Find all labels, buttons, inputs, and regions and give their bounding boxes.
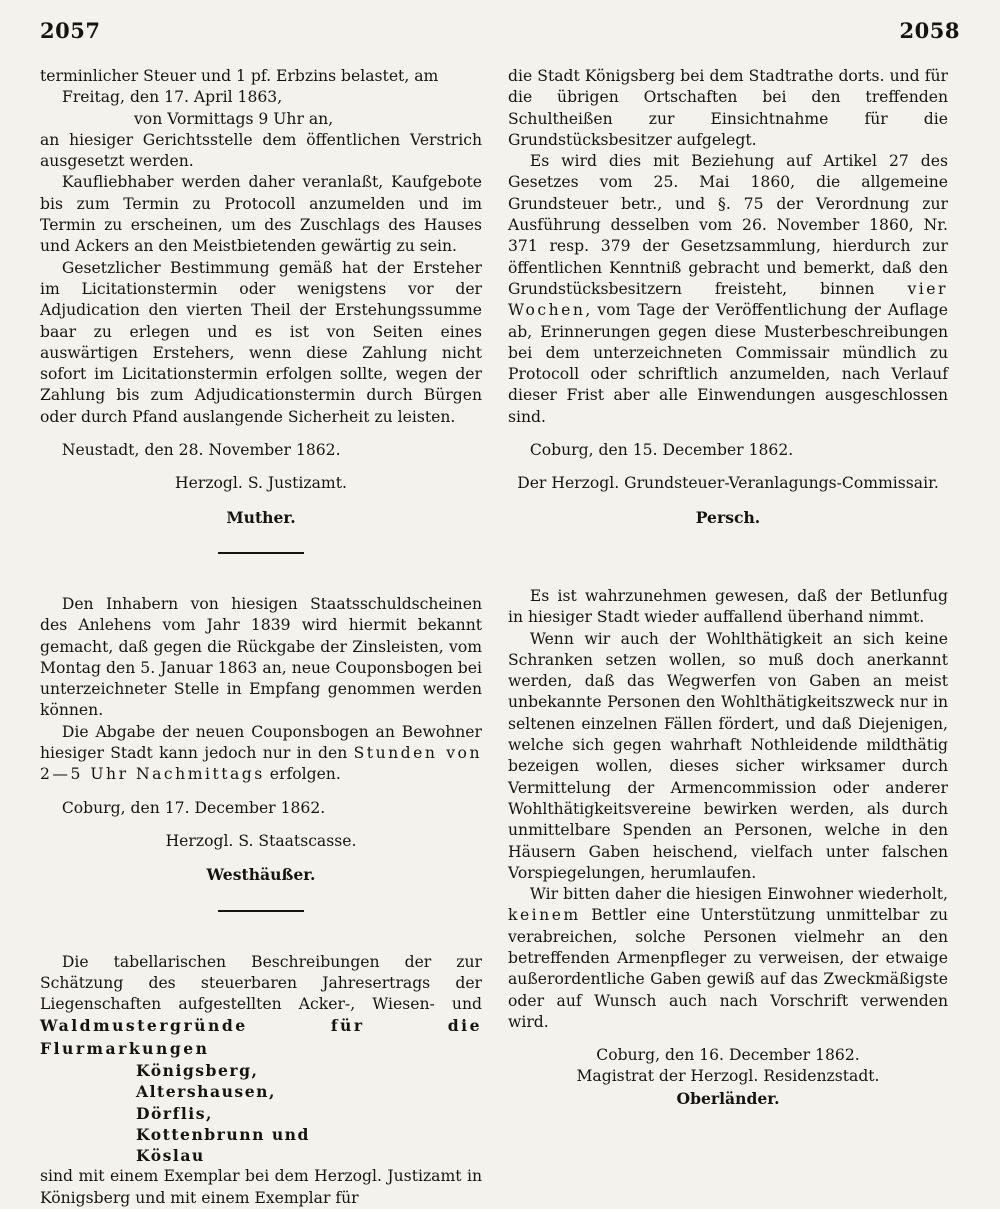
notice1-authority: Herzogl. S. Justizamt. (175, 474, 347, 493)
notice2-place-date: Coburg, den 17. December 1862. (61, 798, 326, 817)
notice3-deadline: vier Wochen (508, 279, 948, 320)
divider-1 (218, 552, 304, 554)
notice2-para2 (40, 722, 482, 786)
notice4-para2: Wenn wir auch der Wohlthätigkeit an sich keine Schranken setzen wollen, so muß doch anerkannt werden, daß das Wegwerfen von Gaben an meist unbekannte Personen den Wohlthätigkeitszweck nur in seltenen einzelnen Fällen fördert, und daß Diejenigen, welche sich gegen wahrhaft Nothleidende mildthätig bezeigen wollen, dieses sicher wirksamer durch Vermittelung der Armencommission oder anderer Wohlthätigkeitsvereine bewirken werden, als durch unmittelbare Spenden an Personen, welche in den Häusern Gaben heischend, vielfach unter falschen Vorspiegelungen, herumlaufen. (508, 629, 948, 882)
notice1-date: Freitag, den 17. April 1863, (62, 88, 283, 107)
place-name: Altershausen, (136, 1082, 276, 1102)
notice3-authority: Der Herzogl. Grundsteuer-Veranlagungs-Commissair. (517, 474, 939, 493)
notice3-cont-para1: die Stadt Königsberg bei dem Stadtrathe dorts. und für die übrigen Ortschaften bei den treffenden Schultheißen zur Einsichtnahme für die Grundstücksbesitzer aufgelegt. (508, 67, 948, 149)
notice3-intro-a: Die tabellarischen Beschreibungen der zur Schätzung des steuerbaren Jahresertrags der Liegenschaften aufgestellten Acker-, Wiesen- und (40, 952, 482, 1014)
notice3-continuation: sind mit einem Exemplar bei dem Herzogl. Justizamt in Königsberg und mit einem Exemplar für (40, 1167, 482, 1207)
notice4-authority: Magistrat der Herzogl. Residenzstadt. (576, 1067, 880, 1086)
notice4-para3-a: Wir bitten daher die hiesigen Einwohner wiederholt, (529, 885, 948, 904)
place-name: Dörflis, (136, 1103, 213, 1123)
page-number-left: 2057 (40, 18, 101, 43)
notice3-signature: Persch. (695, 507, 761, 527)
notice3-intro (40, 952, 482, 1060)
notice4-para3-b: Bettler eine Unterstützung unmittelbar zu verabreichen, solche Personen vielmehr an den betreffenden Armenpfleger zu verweisen, der etwaige außerordentliche Gaben gewiß auf das Zweckmäßigste oder auf Wunsch auch nach Vorschrift verwenden wird. (508, 906, 948, 1031)
notice3-intro-spaced: Waldmustergründe für die Flurmarkungen (40, 1016, 482, 1058)
section-spacer (508, 528, 948, 586)
divider-2 (218, 910, 304, 912)
place-name: Köslau (136, 1146, 205, 1166)
notice1-line4: an hiesiger Gerichtsstelle dem öffentlichen Verstrich ausgesetzt werden. (40, 130, 482, 171)
notice3-place-date: Coburg, den 15. December 1862. (529, 441, 794, 460)
notice1-signature: Muther. (226, 507, 296, 527)
place-name: Kottenbrunn und (136, 1124, 310, 1144)
notice2-para2-a: Die Abgabe der neuen Couponsbogen an Bewohner hiesiger Stadt kann jedoch nur in den (40, 722, 482, 763)
notice3-cont-para2 (508, 151, 948, 428)
notice3-para2-b: , vom Tage der Veröffentlichung der Auflage ab, Erinnerungen gegen diese Musterbeschreibungen bei dem unterzeichneten Commissair mündlich zu Protocoll oder schriftlich anzumelden, nach Verlauf dieser Frist aber alle Einwendungen ausgeschlossen sind. (508, 301, 948, 426)
notice2-hours: Stunden von 2—5 Uhr Nachmittags (40, 744, 482, 784)
left-column (40, 66, 482, 1209)
notice4-para1: Es ist wahrzunehmen gewesen, daß der Betlunfug in hiesiger Stadt wieder auffallend überhand nimmt. (508, 586, 948, 627)
notice1-line1: terminlicher Steuer und 1 pf. Erbzins belastet, am (40, 67, 439, 85)
notice3-para2-a: Es wird dies mit Beziehung auf Artikel 27 des Gesetzes vom 25. Mai 1860, die allgemeine Grundsteuer betr., und §. 75 der Verordnung zur Ausführung desselben vom 26. November 1860, Nr. 371 resp. 379 der Gesetzsammlung, hierdurch zur öffentlichen Kenntniß gebracht und bemerkt, daß den Grundstücksbesitzern freisteht, binnen (508, 152, 948, 298)
notice1-time: von Vormittags 9 Uhr an, (134, 109, 334, 128)
notice2-signature: Westhäußer. (206, 865, 316, 885)
notice4-place-date: Coburg, den 16. December 1862. (596, 1046, 860, 1065)
place-name: Königsberg, (136, 1060, 259, 1080)
right-column (508, 66, 948, 1109)
page-number-right: 2058 (899, 18, 960, 43)
notice2-authority: Herzogl. S. Staatscasse. (165, 831, 357, 850)
notice2-para2-b: erfolgen. (269, 765, 341, 784)
notice4-emphasis: keinem (508, 906, 581, 925)
notice4-para3 (508, 884, 948, 1033)
notice1-para2: Kaufliebhaber werden daher veranlaßt, Kaufgebote bis zum Termin zu Protocoll anzumelden und im Termin zu erscheinen, um des Zuschlags des Hauses und Ackers an den Meistbietenden gewärtig zu sein. (40, 173, 482, 256)
notice1-place-date: Neustadt, den 28. November 1862. (61, 441, 341, 460)
notice4-signature: Oberländer. (676, 1088, 780, 1108)
notice2-para1: Den Inhabern von hiesigen Staatsschuldscheinen des Anlehens vom Jahr 1839 wird hiermit bekannt gemacht, daß gegen die Rückgabe der Zinsleisten, vom Montag den 5. Januar 1863 an, neue Couponsbogen bei unterzeichneter Stelle in Empfang genommen werden können. (40, 594, 482, 720)
notice1-para3: Gesetzlicher Bestimmung gemäß hat der Ersteher im Licitationstermin oder wenigstens vor der Adjudication den vierten Theil der Erstehungssumme baar zu erlegen und es ist von Seiten eines auswärtigen Erstehers, wenn diese Zahlung nicht sofort im Licitationstermin erfolgen sollte, wegen der Zahlung bis zum Adjudicationstermin durch Bürgen oder durch Pfand auslangende Sicherheit zu leisten. (40, 258, 482, 426)
